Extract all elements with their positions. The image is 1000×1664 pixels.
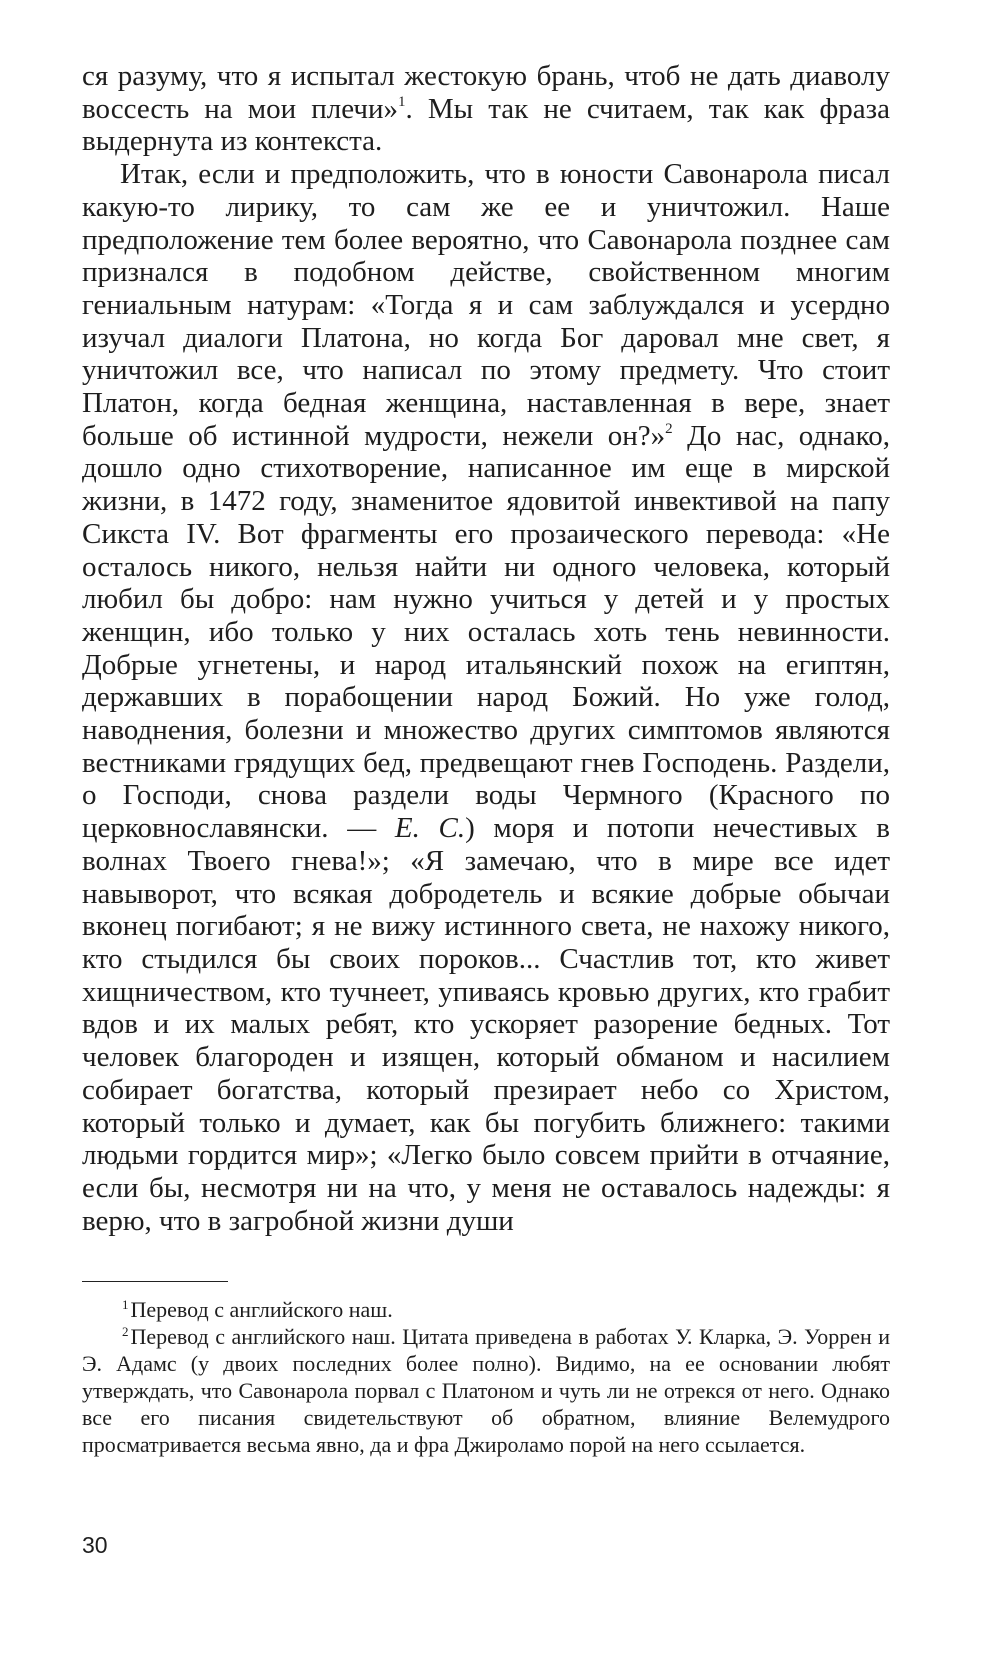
paragraph-2-text-cont: До нас, однако, дошло одно стихотворение, написанное им еще в мирской жизни, в 1472 году, знаменитое ядовитой инвективой на папу Сикста IV. Вот фрагменты его прозаического перевода: «Не осталось никого, нельзя найти ни одного человека, который любил бы добро: нам нужно учиться у детей и у простых женщин, ибо только у них осталась хоть тень невинности. Добрые угнетены, и народ итальянский похож на египтян, державших в порабощении народ Божий. Но уже голод, наводнения, болезни и множество других симптомов являются вестниками грядущих бед, предвещают гнев Господень. Раздели, о Господи, снова раздели воды Чермного (Красного по церковнославянски. — [82,419,890,845]
page-number: 30 [82,1532,108,1558]
paragraph-1-text: ся разуму, что я испытал жестокую брань, чтоб не дать диаволу воссесть на мои плечи» [82,60,890,125]
footnote-ref-1: 1 [398,93,406,110]
footnote-1 [82,1296,890,1323]
paragraph-1 [82,60,890,158]
book-page [82,60,890,1458]
paragraph-2-text-end: ) моря и потопи нечестивых в волнах Твоего гнева!»; «Я замечаю, что в мире все идет навыворот, что всякая добродетель и всякие добрые обычаи вконец погибают; я не вижу истинного света, не нахожу никого, кто стыдился бы своих пороков... Счастлив тот, кто живет хищничеством, кто тучнеет, упиваясь кровью других, кто грабит вдов и их малых ребят, кто ускоряет разорение бедных. Тот человек благороден и изящен, который обманом и насилием собирает богатства, который презирает небо со Христом, который только и думает, как бы погубить ближнего: такими людьми гордится мир»; «Легко было совсем прийти в отчаяние, если бы, несмотря ни на что, у меня не оставалось надежды: я верю, что в загробной жизни души [82,812,890,1237]
footnote-2-text: Перевод с английского наш. Цитата приведена в работах У. Кларка, Э. Уоррен и Э. Адамс (у двоих последних более полно). Видимо, на ее основании любят утверждать, что Савонарола порвал с Платоном и чуть ли не отрекся от него. Однако все его писания свидетельствуют об обратном, влияние Велемудрого просматривается весьма явно, да и фра Джироламо порой на него ссылается. [82,1324,890,1458]
paragraph-2-text: Итак, если и предположить, что в юности Савонарола писал какую-то лирику, то сам же ее и уничтожил. Наше предположение тем более вероятно, что Савонарола позднее сам признался в подобном действе, свойственном многим гениальным натурам: «Тогда я и сам заблуждался и усердно изучал диалоги Платона, но когда Бог даровал мне свет, я уничтожил все, что написал по этому предмету. Что стоит Платон, когда бедная женщина, наставленная в вере, знает больше об истинной мудрости, нежели он?» [82,158,890,452]
footnotes [82,1296,890,1458]
footnote-divider [82,1281,228,1282]
footnote-mark-1: 1 [122,1297,129,1313]
footnote-2 [82,1323,890,1458]
footnote-mark-2: 2 [122,1324,129,1340]
footnote-ref-2: 2 [665,420,673,437]
paragraph-2 [82,158,890,1237]
body-text [82,60,890,1237]
footnote-1-text: Перевод с английского наш. [130,1297,393,1323]
paragraph-1-text-cont: . Мы так не считаем, так как фраза выдернута из контекста. [82,92,890,158]
author-initials: Е. С. [394,812,466,845]
